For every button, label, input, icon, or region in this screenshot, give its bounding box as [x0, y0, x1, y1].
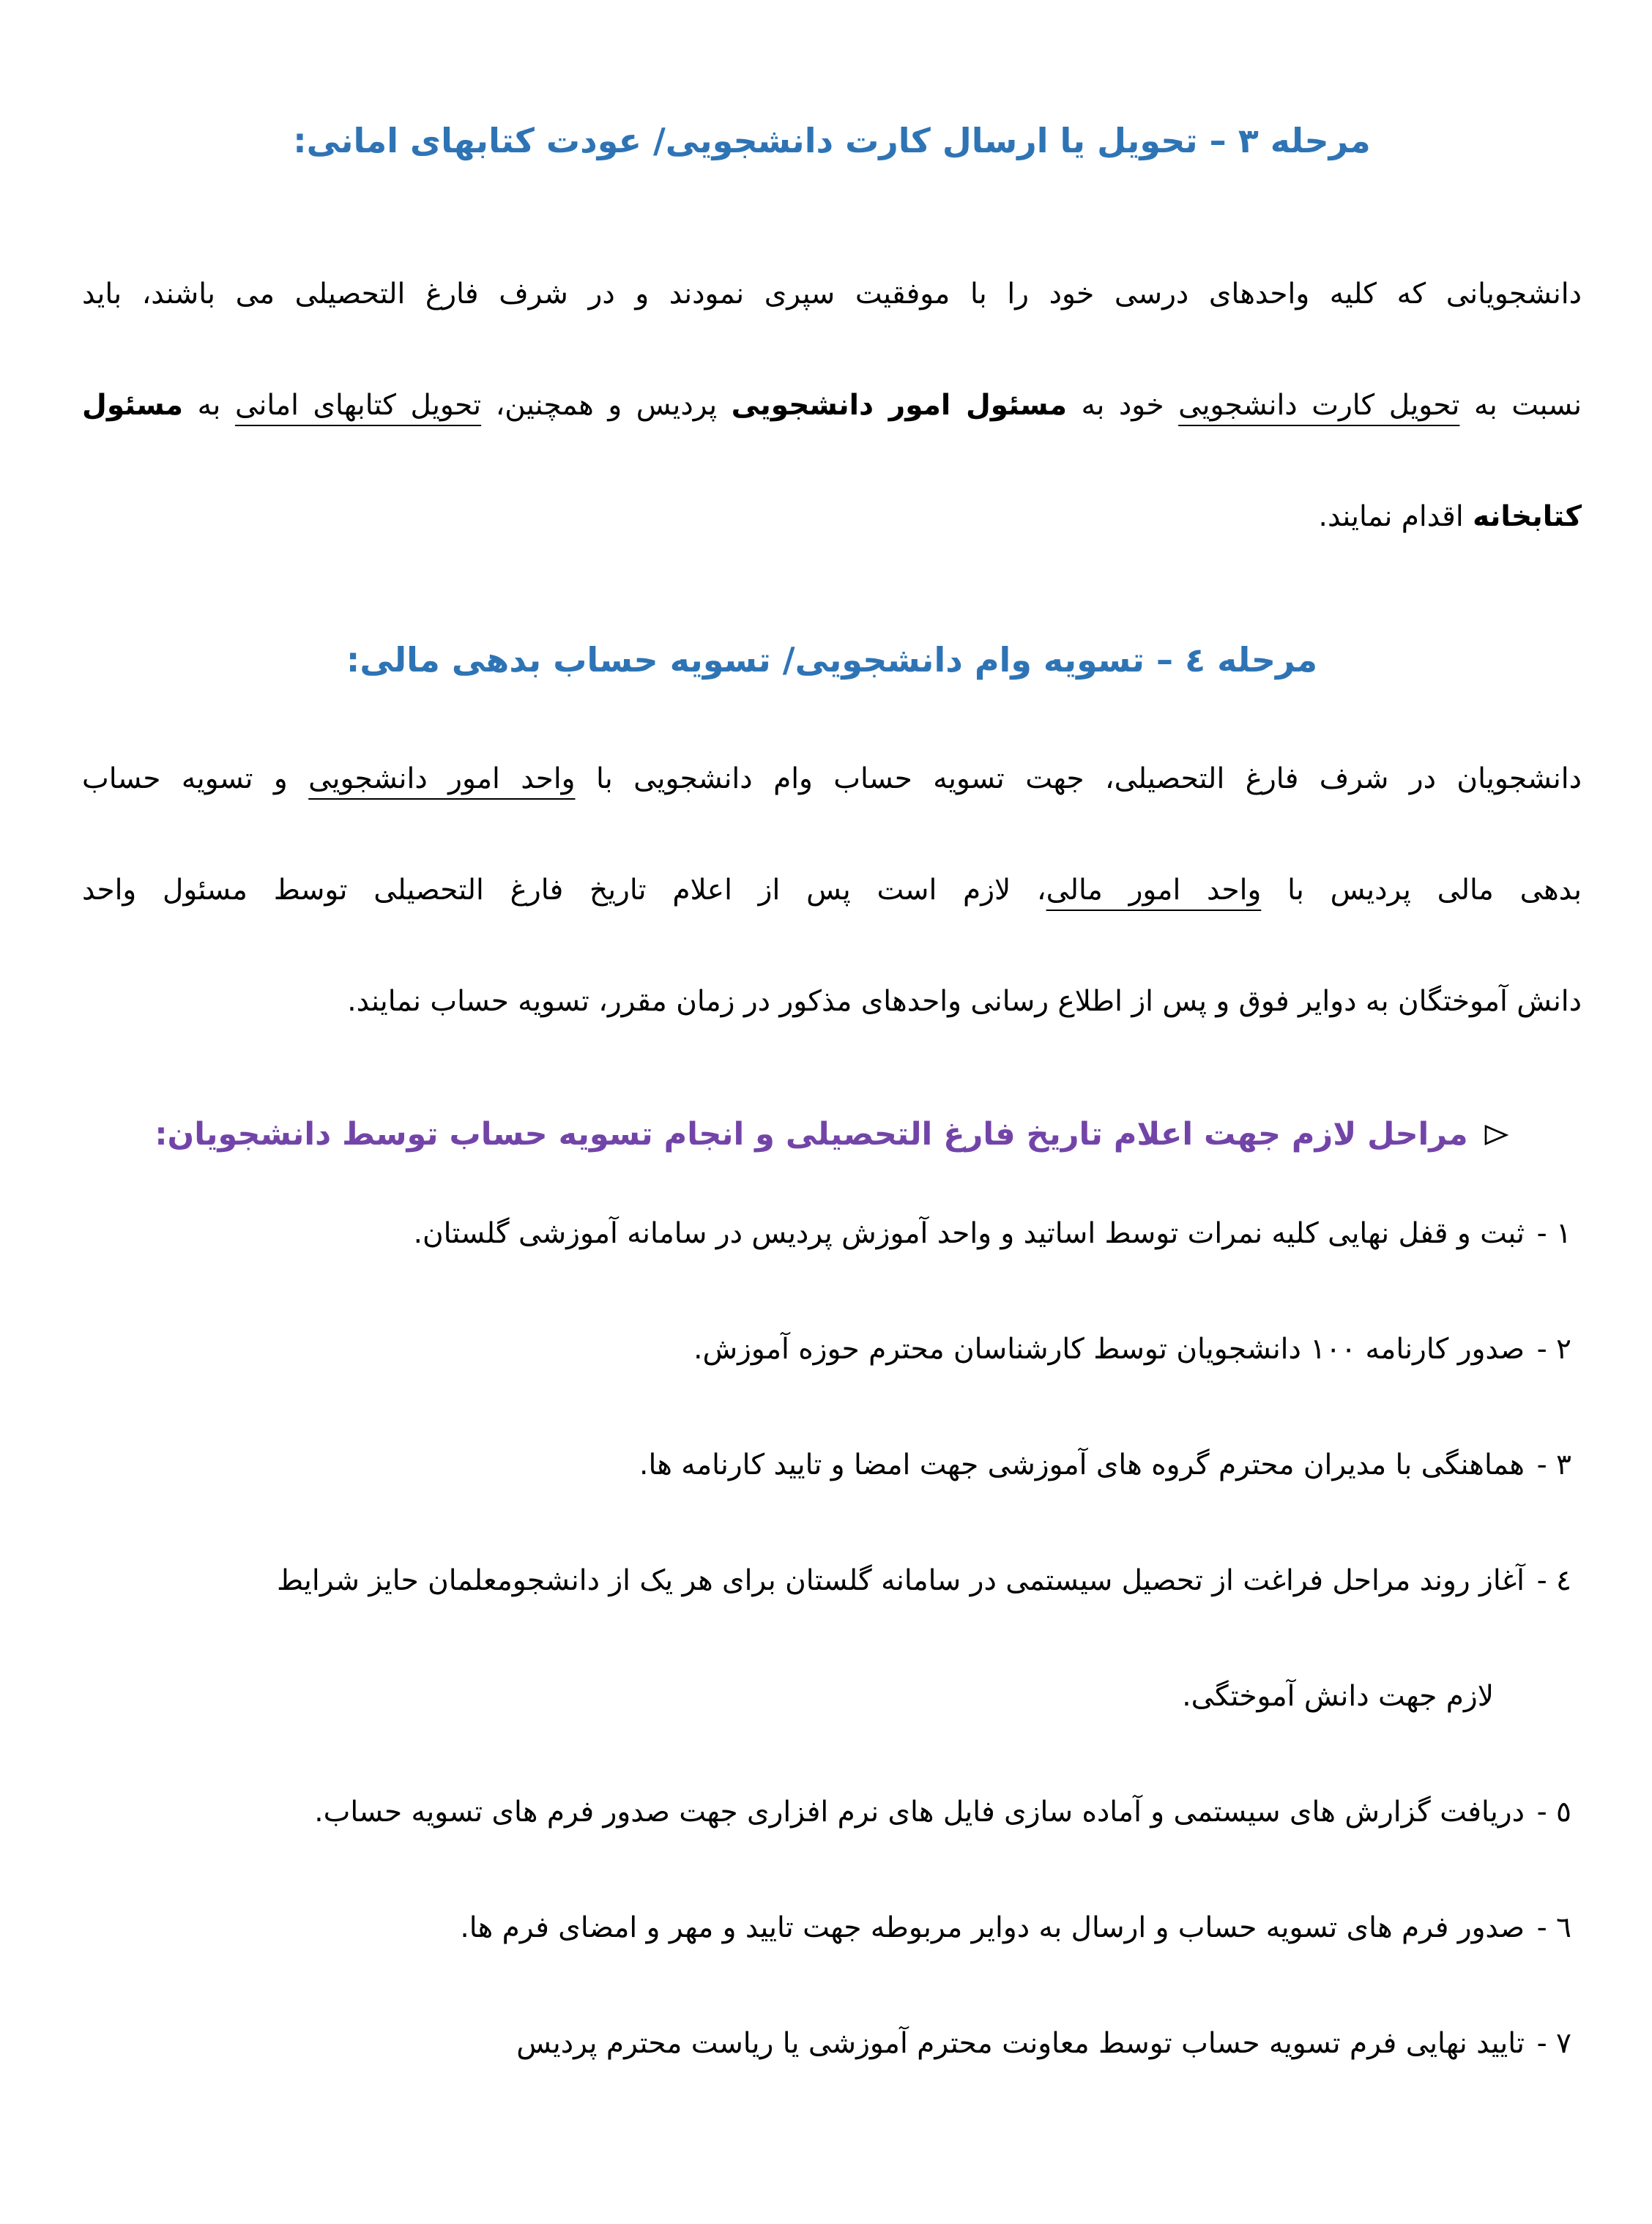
list-item-text: صدور کارنامه ۱۰۰ دانشجویان توسط کارشناسان محترم حوزه آموزش. — [693, 1333, 1525, 1366]
steps-list — [82, 1176, 1582, 2102]
paragraph-step3: دانشجویانی که کلیه واحدهای درسی خود را با موفقیت سپری نمودند و در شرف فارغ التحصیلی می باشند، باید نسبت به تحویل کارت دانشجویی خود به مسئول امور دانشجویی پردیس و همچنین، تحویل کتابهای امانی به مسئول کتابخانه اقدام نمایند. — [82, 278, 1582, 533]
list-item-text: تایید نهایی فرم تسویه حساب توسط معاونت محترم آموزشی یا ریاست محترم پردیس — [516, 2027, 1525, 2060]
list-item-number: ٤ - — [1536, 1564, 1571, 1597]
list-item — [82, 1870, 1582, 1986]
list-item — [82, 1523, 1582, 1755]
section-heading-step4: مرحله ٤ – تسویه وام دانشجویی/ تسویه حساب بدهی مالی: — [346, 640, 1318, 680]
list-item — [82, 1176, 1582, 1292]
list-item-text: ثبت و قفل نهایی کلیه نمرات توسط اساتید و واحد آموزش پردیس در سامانه آموزشی گلستان. — [413, 1217, 1525, 1250]
list-item-number: ۳ - — [1536, 1448, 1571, 1481]
list-item-text: آغاز روند مراحل فراغت از تحصیل سیستمی در سامانه گلستان برای هر یک از دانشجومعلمان حایز شرایط لازم جهت دانش آموختگی. — [277, 1564, 1525, 1713]
section-heading-step3: مرحله ۳ – تحویل یا ارسال کارت دانشجویی/ عودت کتابهای امانی: — [293, 121, 1371, 160]
list-item-text: صدور فرم های تسویه حساب و ارسال به دوایر مربوطه جهت تایید و مهر و امضای فرم ها. — [460, 1911, 1525, 1944]
list-item — [82, 1755, 1582, 1870]
list-item — [82, 1407, 1582, 1523]
list-item-number: ۱ - — [1536, 1217, 1571, 1250]
list-item-text: دریافت گزارش های سیستمی و آماده سازی فایل های نرم افزاری جهت صدور فرم های تسویه حساب. — [314, 1796, 1525, 1829]
list-item-number: ٧ - — [1536, 2027, 1571, 2060]
subheading-text: مراحل لازم جهت اعلام تاریخ فارغ التحصیلی و انجام تسویه حساب توسط دانشجویان: — [155, 1116, 1468, 1153]
list-item-number: ٦ - — [1536, 1911, 1571, 1944]
subheading-required-steps — [82, 1109, 1582, 1161]
arrow-right-icon — [1483, 1110, 1509, 1161]
list-item-number: ٥ - — [1536, 1796, 1571, 1829]
list-item — [82, 1986, 1582, 2102]
list-item-number: ۲ - — [1536, 1333, 1571, 1366]
list-item — [82, 1292, 1582, 1407]
list-item-text: هماهنگی با مدیران محترم گروه های آموزشی جهت امضا و تایید کارنامه ها. — [639, 1448, 1525, 1481]
paragraph-step4: دانشجویان در شرف فارغ التحصیلی، جهت تسویه حساب وام دانشجویی با واحد امور دانشجویی و تسویه حساب بدهی مالی پردیس با واحد امور مالی، لازم است پس از اعلام تاریخ فارغ التحصیلی توسط مسئول واحد دانش آموختگان به دوایر فوق و پس از اطلاع رسانی واحدهای مذکور در زمان مقرر، تسویه حساب نمایند. — [82, 762, 1582, 1018]
